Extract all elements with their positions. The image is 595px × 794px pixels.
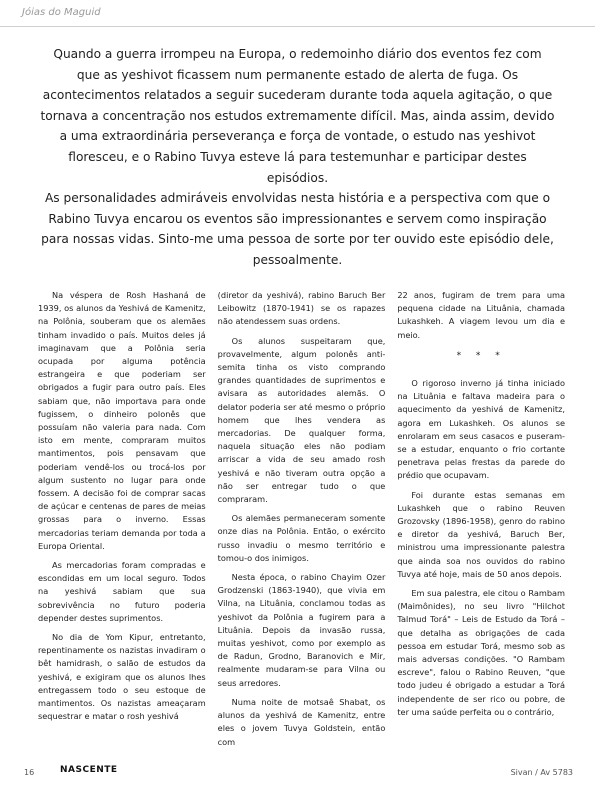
intro-block (40, 44, 555, 271)
article-columns (38, 289, 565, 749)
column-3 (397, 289, 565, 749)
paragraph: As mercadorias foram compradas e escondidas em um local seguro. Todos na yeshivá sabiam que sua sobrevivência no futuro poderia depender destes suprimentos. (38, 560, 206, 623)
paragraph: 22 anos, fugiram de trem para uma pequena cidade na Lituânia, chamada Lukashkeh. A viagem levou um dia e meio. (397, 290, 566, 340)
page-footer (0, 754, 595, 794)
paragraph: No dia de Yom Kipur, entretanto, repentinamente os nazistas invadiram o bêt hamidrash, o salão de estudos da yeshivá, e exigiram que os alunos lhes entregassem todo o seu estoque de mantimentos. Os nazistas ameaçaram sequestrar e matar o rosh yeshivá (38, 632, 206, 722)
column-2 (218, 289, 386, 749)
intro-paragraph: Quando a guerra irrompeu na Europa, o redemoinho diário dos eventos fez com que as yeshivot ficassem num permanente estado de alerta de fuga. Os acontecimentos relatados a seguir sucederam durante toda aquela agitação, o que tornava a concentração nos estudos extremamente difícil. Mas, ainda assim, devido a uma extraordinária perseverança e força de vontade, o estudo nas yeshivot floresceu, e o Rabino Tuvya esteve lá para testemunhar e participar destes episódios. (40, 47, 555, 185)
section-divider: * * * (456, 350, 506, 361)
page-number: 16 (24, 768, 35, 777)
paragraph: O rigoroso inverno já tinha iniciado na Lituânia e faltava madeira para o aquecimento da yeshivá de Kamenitz, agora em Lukashkeh. Os alunos se enrolaram em seus casacos e puseram-se a estudar, enquanto o frio cortante penetrava pelas frestas da parede do prédio que ocupavam. (397, 378, 566, 481)
paragraph: Em sua palestra, ele citou o Rambam (Maimônides), no seu livro "Hilchot Talmud Torá" – Leis de Estudo da Torá – que detalha as obrigações de cada pessoa em estudar Torá, mesmo sob as mais adversas condições. "O Rambam escreve", falou o Rabino Reuven, "que todo judeu é obrigado a estudar a Torá independente de ser rico ou pobre, de ter uma saúde perfeita ou o contrário, (397, 588, 566, 717)
magazine-logo: NASCENTE (60, 765, 118, 775)
paragraph: (diretor da yeshivá), rabino Baruch Ber Leibowitz (1870-1941) se os rapazes não atendessem suas ordens. (217, 290, 386, 327)
paragraph: Os alunos suspeitaram que, provavelmente, algum polonês anti-semita tinha os visto comprando grandes quantidades de suprimentos e avisara as autoridades alemãs. O delator poderia ser até mesmo o próprio homem que lhes vendera as mercadorias. De qualquer forma, naquela situação eles não podiam arriscar a vida de seu amado rosh yeshivá e não tiveram outra opção a não ser entregar tudo o que compraram. (217, 335, 386, 505)
paragraph: Nesta época, o rabino Chayim Ozer Grodzenski (1863-1940), que vivia em Vilna, na Lituânia, conclamou todas as yeshivot da Polônia a fugirem para a Lituânia. Depois da invasão russa, muitas yeshivot, como por exemplo as de Radun, Grodno, Baranovich e Mir, realmente mudaram-se para Vilna ou seus arredores. (217, 572, 386, 688)
intro-paragraph: As personalidades admiráveis envolvidas nesta história e a perspectiva com que o Rabino Tuvya encarou os eventos são impressionantes e servem como inspiração para nossas vidas. Sinto-me uma pessoa de sorte por ter ouvido este episódio dele, pessoalmente. (41, 191, 554, 267)
paragraph: Numa noite de motsaê Shabat, os alunos da yeshivá de Kamenitz, entre eles o jovem Tuvya Goldstein, então com (217, 696, 386, 747)
issue-date: Sivan / Av 5783 (510, 768, 573, 777)
paragraph: Os alemães permaneceram somente onze dias na Polônia. Então, o exército russo invadiu o mesmo território e tomou-o dos inimigos. (217, 513, 386, 563)
section-title: Jóias do Maguid (22, 7, 101, 18)
paragraph: Na véspera de Rosh Hashaná de 1939, os alunos da Yeshivá de Kamenitz, na Polônia, souberam que os alemães tinham invadido o país. Muitos deles já imaginavam que a Polônia seria ocupada por alguma potência estrangeira e que poderiam ser obrigados a fugir para outro país. Eles sabiam que, não importava para onde fugissem, o dinheiro polonês que possuíam não valeria para nada. Com isto em mente, compraram muitos mantimentos, pois pensavam que poderiam vendê-los ou trocá-los por algum sustento no lugar para onde fossem. A decisão foi de comprar sacas de açúcar e centenas de pares de meias grossas para o inverno. Essas mercadorias teriam demanda por toda a Europa Oriental. (38, 290, 206, 551)
column-1 (38, 289, 206, 749)
page-header (0, 0, 595, 27)
paragraph: Foi durante estas semanas em Lukashkeh que o rabino Reuven Grozovsky (1896-1958), genro do rabino e diretor da yeshivá, Baruch Ber, ministrou uma impressionante palestra que ainda soa nos ouvidos do rabino Tuvya até hoje, mais de 50 anos depois. (397, 489, 566, 579)
